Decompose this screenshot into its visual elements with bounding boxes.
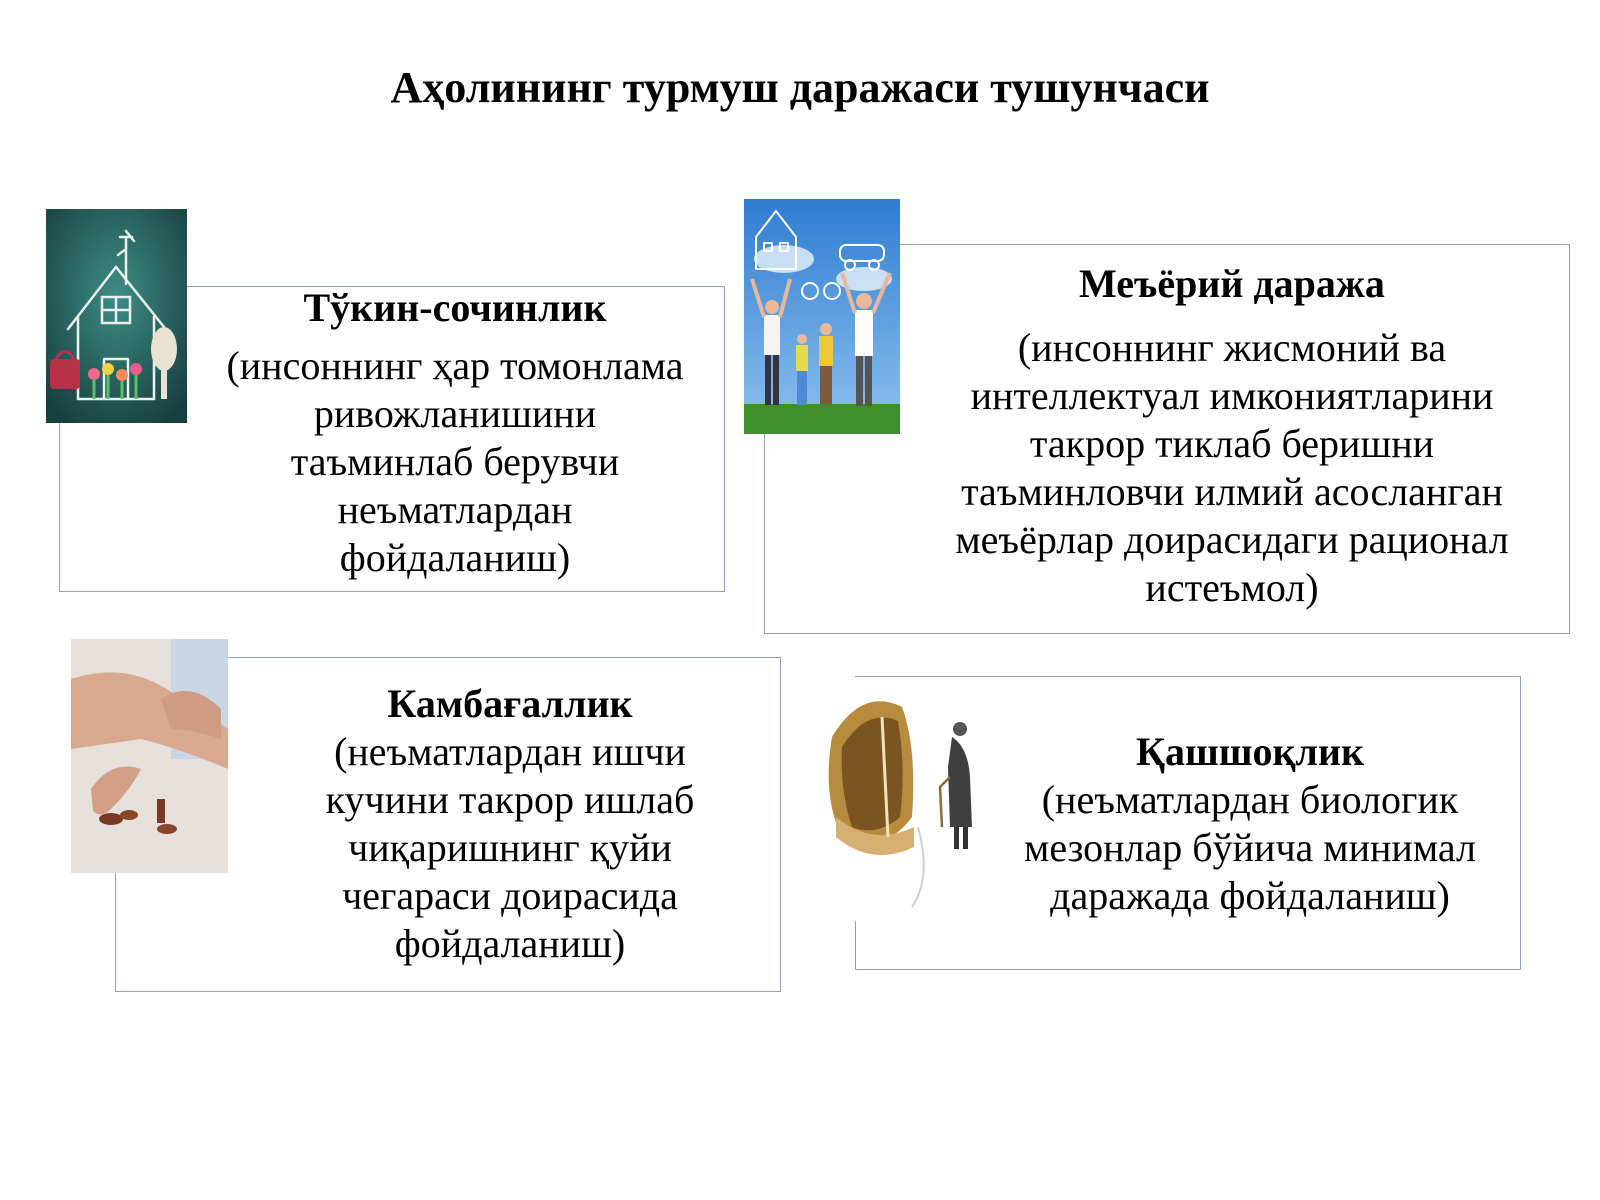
card-poverty-line: фойдаланиш) <box>394 921 626 966</box>
card-normal-level-line: (инсоннинг жисмоний ва <box>1017 325 1447 370</box>
empty-wallet-elderly-icon <box>822 677 982 921</box>
card-abundance-line: неъматлардан <box>337 487 573 532</box>
card-poverty-line: (неъматлардан ишчи <box>334 729 686 774</box>
card-destitution-line: мезонлар бўйича минимал <box>1024 825 1476 870</box>
card-abundance-line: ривожланишини <box>313 391 597 436</box>
card-poverty-line: кучини такрор ишлаб <box>325 777 695 822</box>
card-poverty-heading: Камбағаллик <box>387 681 633 726</box>
card-abundance-line: (инсоннинг ҳар томонлама <box>226 343 684 388</box>
card-poverty-text <box>250 680 770 968</box>
card-destitution-heading: Қашшоқлик <box>1135 729 1365 774</box>
card-destitution-line: даражада фойдаланиш) <box>1050 873 1450 918</box>
house-chalk-drawing-icon <box>46 209 187 423</box>
card-destitution-text <box>985 728 1515 920</box>
card-normal-level-line: интеллектуал имкониятларини <box>970 373 1494 418</box>
card-abundance-line: фойдаланиш) <box>339 535 571 580</box>
card-normal-level-line: меъёрлар доирасидаги рационал <box>955 517 1509 562</box>
card-abundance-line: таъминлаб берувчи <box>290 439 620 484</box>
card-poverty-line: чиқаришнинг қуйи <box>348 825 672 870</box>
card-normal-level-text <box>912 260 1552 612</box>
card-poverty-line: чегараси доирасида <box>342 873 678 918</box>
card-normal-level-heading: Меъёрий даража <box>1079 261 1385 306</box>
family-dreams-icon <box>744 199 900 434</box>
card-normal-level-line: таъминловчи илмий асосланган <box>961 469 1503 514</box>
card-abundance-heading: Тўкин-сочинлик <box>303 285 607 330</box>
card-normal-level-line: такрор тиклаб беришни <box>1029 421 1435 466</box>
card-normal-level-line: истеъмол) <box>1145 565 1319 610</box>
hand-counting-coins-icon <box>71 639 228 873</box>
card-destitution-line: (неъматлардан биологик <box>1041 777 1459 822</box>
card-abundance-text <box>195 284 715 582</box>
page-title: Аҳолининг турмуш даражаси тушунчаси <box>390 63 1210 112</box>
